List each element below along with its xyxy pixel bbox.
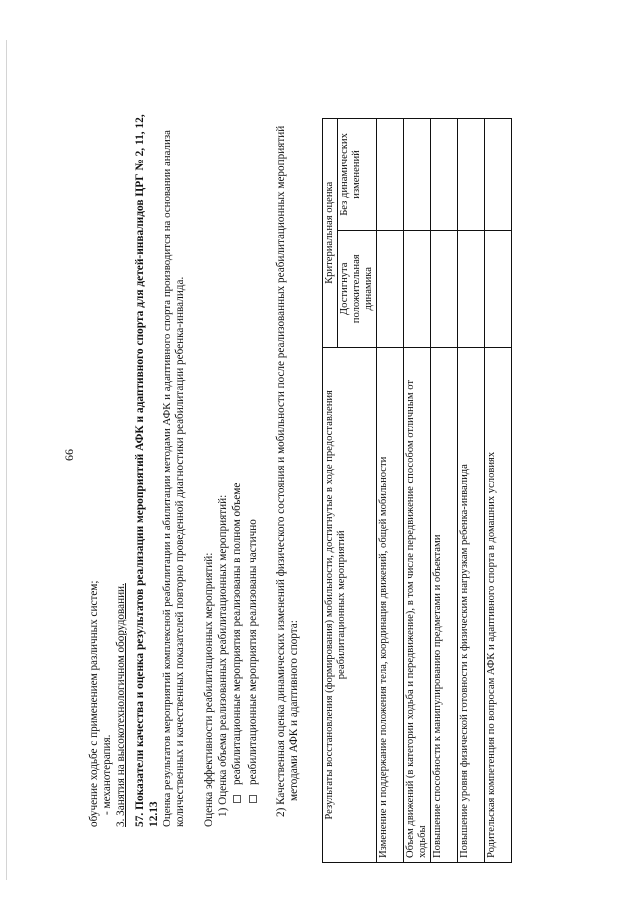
row-label: Родительская компетенция по вопросам АФК и адаптивного спорта в домашних условиях bbox=[485, 347, 512, 862]
table-row bbox=[377, 119, 404, 863]
rotated-content bbox=[60, 30, 497, 875]
cell-no-change[interactable] bbox=[458, 119, 485, 231]
option-full-label: реабилитационные мероприятия реализованы в полном объеме bbox=[231, 482, 243, 785]
table-row bbox=[485, 119, 512, 863]
table-row bbox=[458, 119, 485, 863]
checkbox-partial[interactable] bbox=[249, 795, 257, 803]
row-label: Объем движений (в категории ходьба и передвижение), в том числе передвижение способом отличным от ходьбы bbox=[404, 347, 431, 862]
scan-edge-line bbox=[6, 40, 7, 880]
effectiveness-item-2-cont: методами АФК и адаптивного спорта: bbox=[288, 620, 300, 801]
page-number: 66 bbox=[62, 449, 76, 461]
checkbox-full[interactable] bbox=[233, 795, 241, 803]
row-label: Повышение уровня физической готовности к физическим нагрузкам ребенка-инвалида bbox=[458, 347, 485, 862]
section-heading-cont: 12.13 bbox=[148, 801, 160, 827]
intro-line-3: 3. Занятия на высокотехнологичном оборудовании. bbox=[115, 583, 127, 827]
header-positive: Достигнута положительная динамика bbox=[338, 230, 377, 347]
criteria-table bbox=[322, 118, 512, 863]
intro-line-2: - механотерапия. bbox=[101, 734, 113, 815]
cell-positive[interactable] bbox=[377, 230, 404, 347]
table-row bbox=[404, 119, 431, 863]
effectiveness-item-1: 1) Оценка объема реализованных реабилитационных мероприятий: bbox=[217, 494, 229, 817]
cell-no-change[interactable] bbox=[431, 119, 458, 231]
header-criteria: Критериальная оценка bbox=[323, 119, 338, 348]
header-no-change: Без динамических изменений bbox=[338, 119, 377, 231]
effectiveness-item-2: 2) Качественная оценка динамических изменений физического состояния и мобильности после реализованных реабилитационных мероприятий bbox=[275, 125, 287, 817]
section-paragraph-line-2: количественных и качественных показателей повторно проведенной диагностики реабилитации ребенка-инвалида. bbox=[174, 276, 186, 827]
cell-positive[interactable] bbox=[458, 230, 485, 347]
option-full bbox=[231, 483, 244, 803]
header-results: Результаты восстановления (формирования) мобильности, достигнутые в ходе предоставления реабилитационных мероприятий bbox=[323, 347, 377, 862]
table-row bbox=[431, 119, 458, 863]
intro-line-1: обучение ходьбе с применением различных систем; bbox=[88, 580, 100, 827]
row-label: Изменение и поддержание положения тела, координация движений, общей мобильности bbox=[377, 347, 404, 862]
cell-no-change[interactable] bbox=[404, 119, 431, 231]
cell-positive[interactable] bbox=[485, 230, 512, 347]
row-label: Повышение способности к манипулированию предметами и объектами bbox=[431, 347, 458, 862]
cell-no-change[interactable] bbox=[485, 119, 512, 231]
section-paragraph-line-1: Оценка результатов мероприятий комплексной реабилитации и абилитации методами АФК и адаптивного спорта производится на основании анализа bbox=[161, 130, 173, 827]
cell-positive[interactable] bbox=[404, 230, 431, 347]
cell-no-change[interactable] bbox=[377, 119, 404, 231]
table-header-row bbox=[323, 119, 338, 863]
cell-positive[interactable] bbox=[431, 230, 458, 347]
option-partial bbox=[247, 519, 260, 803]
option-partial-label: реабилитационные мероприятия реализованы частично bbox=[247, 519, 259, 785]
effectiveness-title: Оценка эффективности реабилитационных мероприятий: bbox=[203, 552, 215, 827]
section-heading: 57. Показатели качества и оценка результатов реализации мероприятий АФК и адаптивного спорта для детей-инвалидов ЦРГ № 2, 11, 12, bbox=[134, 114, 146, 827]
